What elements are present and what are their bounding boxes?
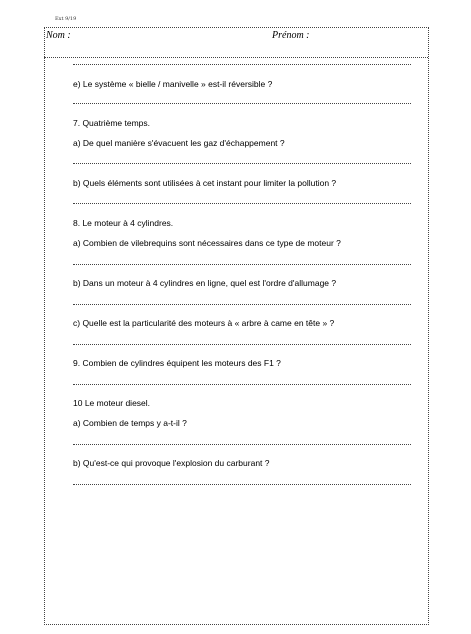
section-8-title: 8. Le moteur à 4 cylindres.: [73, 218, 174, 228]
answer-line: [73, 344, 411, 345]
answer-line: [73, 444, 411, 445]
question-8a: a) Combien de vilebrequins sont nécessaires dans ce type de moteur ?: [73, 238, 341, 248]
answer-line: [73, 163, 411, 164]
section-7-title: 7. Quatrième temps.: [73, 118, 151, 128]
answer-line: [73, 264, 411, 265]
question-10a: a) Combien de temps y a-t-il ?: [73, 418, 187, 428]
answer-line: [73, 384, 411, 385]
name-row: [44, 27, 428, 58]
answer-line: [73, 484, 411, 485]
header-note: Ext 9/19: [55, 16, 77, 22]
answer-line: [73, 64, 411, 65]
answer-line: [73, 203, 411, 204]
question-7a: a) De quel manière s'évacuent les gaz d'échappement ?: [73, 138, 285, 148]
prenom-label: Prénom :: [272, 30, 310, 41]
question-e: e) Le système « bielle / manivelle » est-il réversible ?: [73, 79, 273, 89]
question-8c: c) Quelle est la particularité des moteurs à « arbre à came en tête » ?: [73, 318, 335, 328]
question-8b: b) Dans un moteur à 4 cylindres en ligne, quel est l'ordre d'allumage ?: [73, 278, 337, 288]
section-10-title: 10 Le moteur diesel.: [73, 398, 151, 408]
section-9-question: 9. Combien de cylindres équipent les moteurs des F1 ?: [73, 358, 281, 368]
answer-line: [73, 103, 411, 104]
nom-label: Nom :: [46, 30, 71, 41]
question-10b: b) Qu'est-ce qui provoque l'explosion du carburant ?: [73, 458, 270, 468]
question-7b: b) Quels éléments sont utilisées à cet instant pour limiter la pollution ?: [73, 178, 337, 188]
answer-line: [73, 304, 411, 305]
